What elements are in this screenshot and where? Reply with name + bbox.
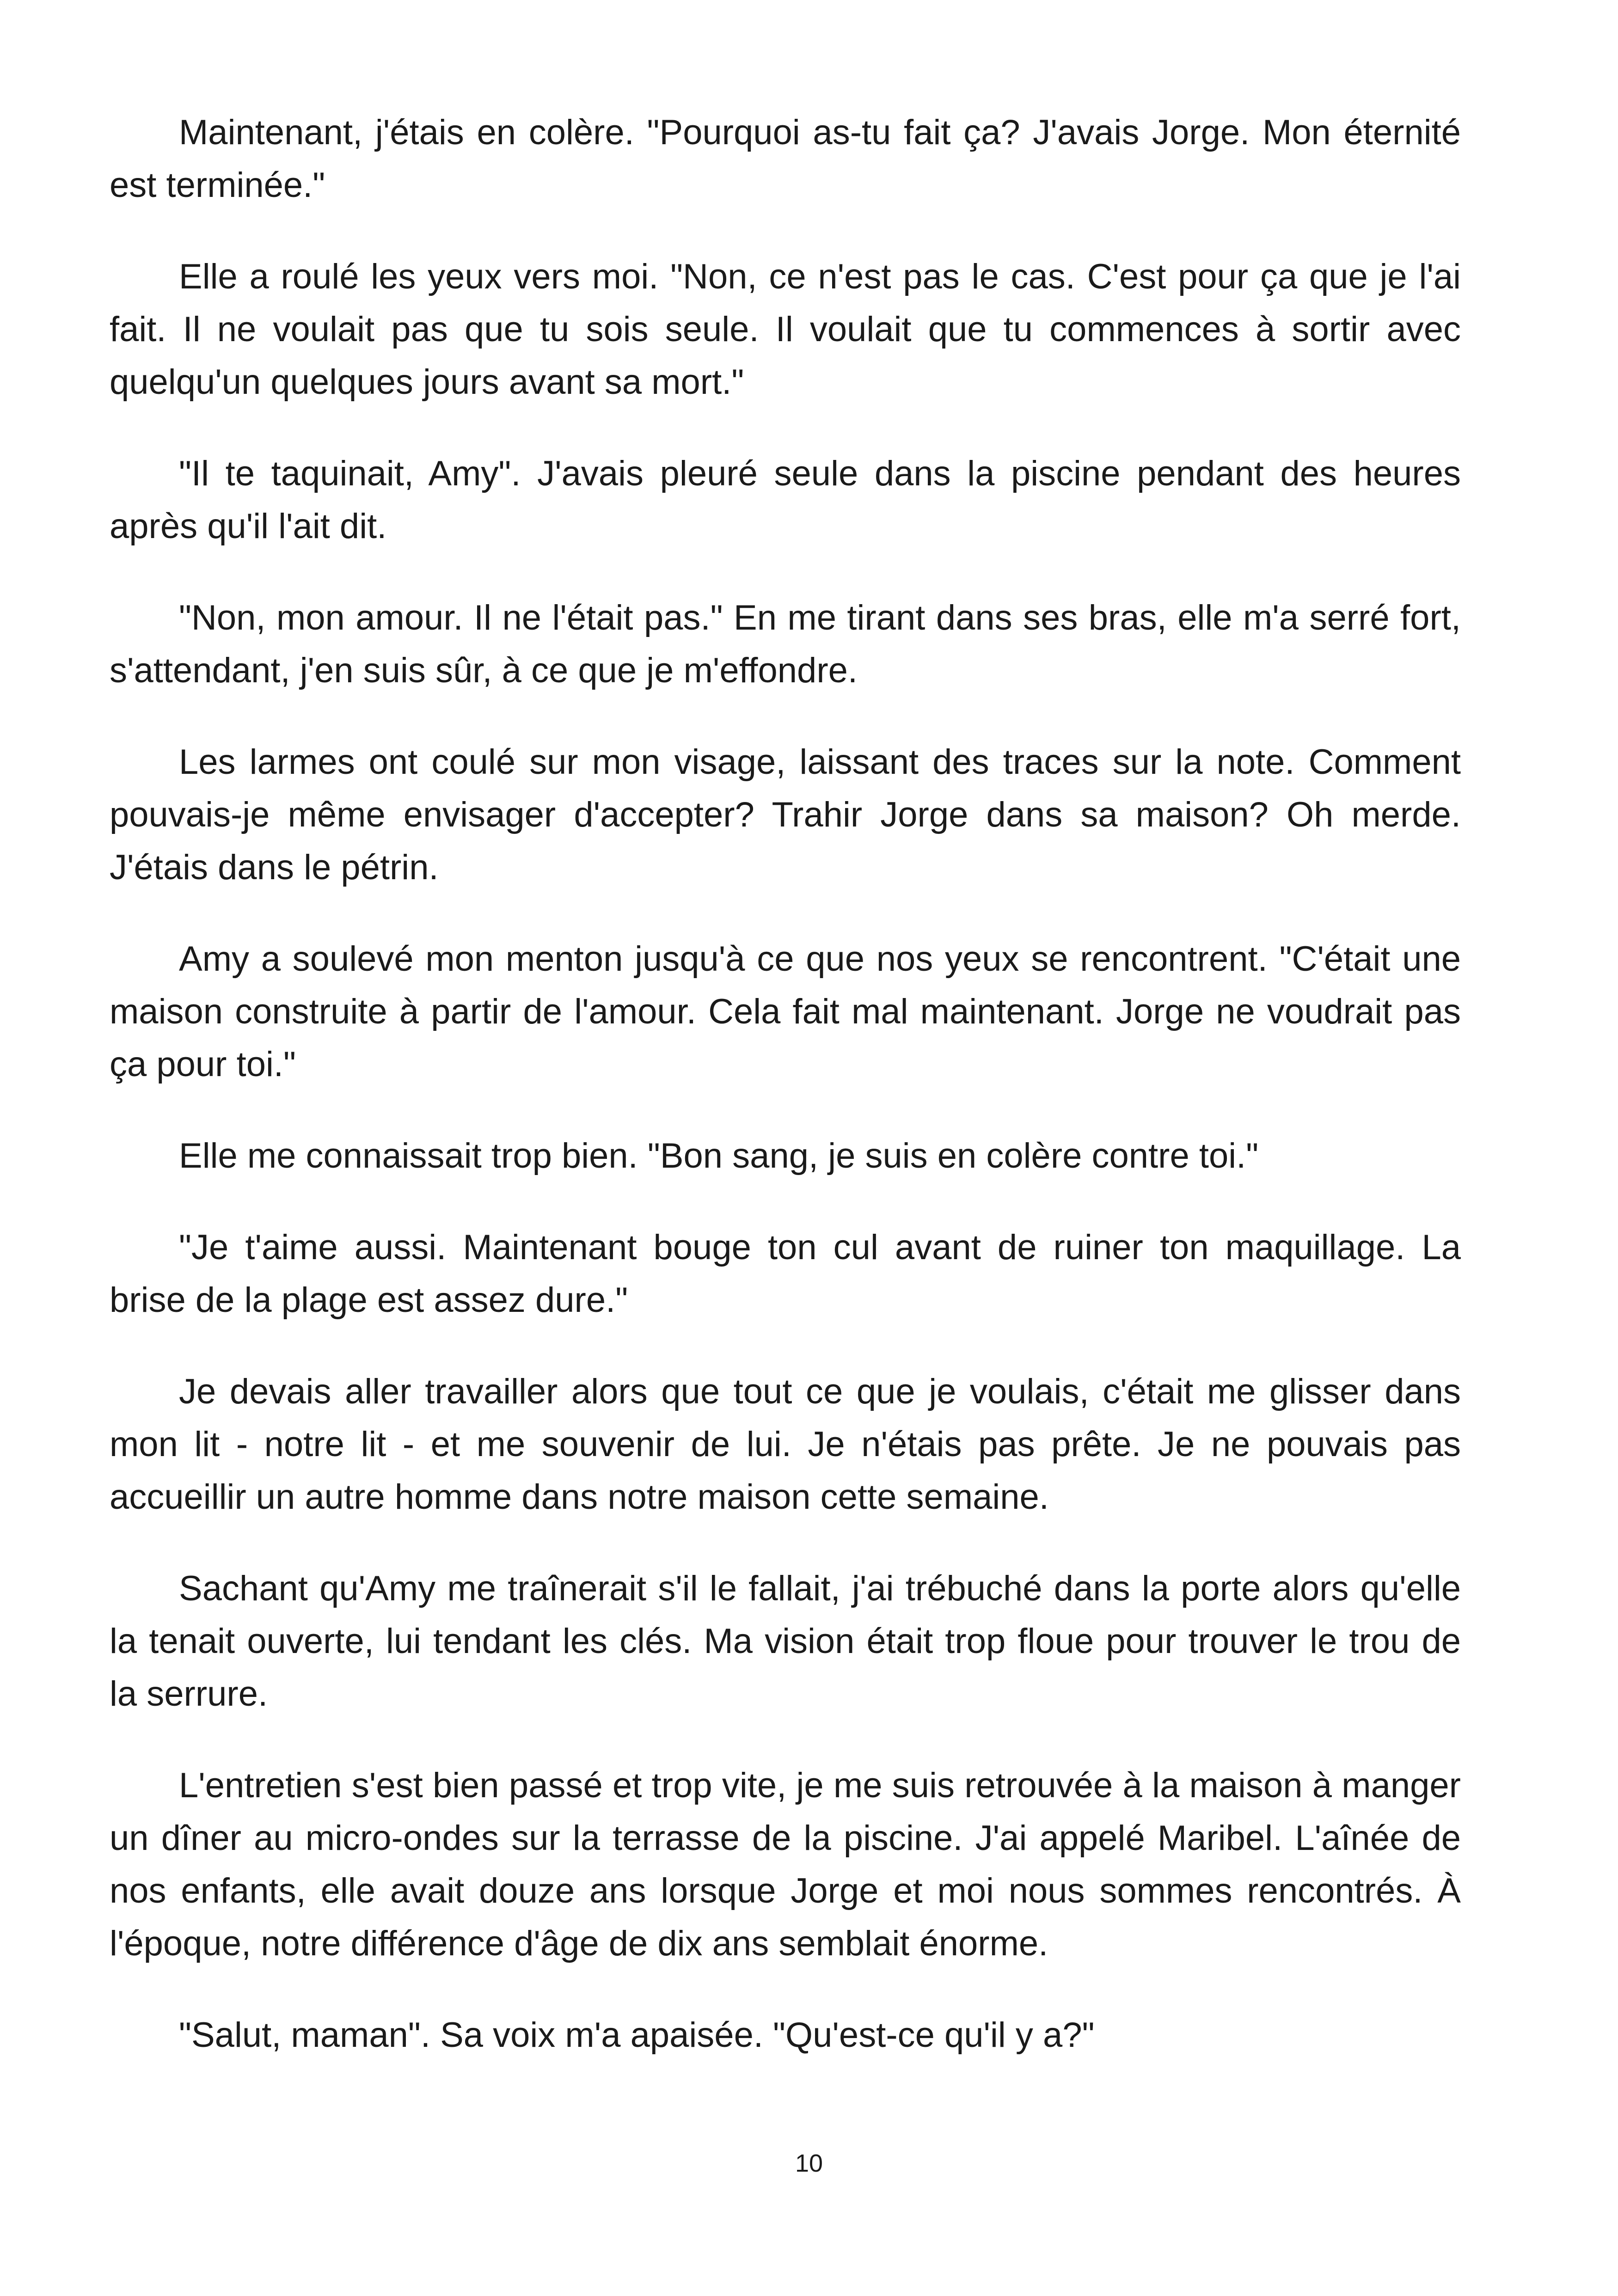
paragraph-6: Amy a soulevé mon menton jusqu'à ce que nos yeux se rencontrent. "C'était une maison construite à partir de l'amour. Cela fait mal maintenant. Jorge ne voudrait pas ça pour toi."	[110, 939, 1461, 1084]
paragraph-8: "Je t'aime aussi. Maintenant bouge ton cul avant de ruiner ton maquillage. La brise de la plage est assez dure."	[110, 1228, 1461, 1320]
paragraph-12: "Salut, maman". Sa voix m'a apaisée. "Qu'est-ce qu'il y a?"	[179, 2015, 1095, 2055]
paragraph-7: Elle me connaissait trop bien. "Bon sang, je suis en colère contre toi."	[179, 1136, 1259, 1176]
paragraph-5: Les larmes ont coulé sur mon visage, laissant des traces sur la note. Comment pouvais-je même envisager d'accepter? Trahir Jorge dans sa maison? Oh merde. J'étais dans le pétrin.	[110, 742, 1461, 887]
paragraph-11: L'entretien s'est bien passé et trop vite, je me suis retrouvée à la maison à manger un dîner au micro-ondes sur la terrasse de la piscine. J'ai appelé Maribel. L'aînée de nos enfants, elle avait douze ans lorsque Jorge et moi nous sommes rencontrés. À l'époque, notre différence d'âge de dix ans semblait énorme.	[110, 1766, 1461, 1963]
paragraph-2: Elle a roulé les yeux vers moi. "Non, ce n'est pas le cas. C'est pour ça que je l'ai fait. Il ne voulait pas que tu sois seule. Il voulait que tu commences à sortir avec quelqu'un quelques jours avant sa mort."	[110, 257, 1461, 402]
body-text	[110, 106, 1461, 2100]
paragraph-10: Sachant qu'Amy me traînerait s'il le fallait, j'ai trébuché dans la porte alors qu'elle la tenait ouverte, lui tendant les clés. Ma vision était trop floue pour trouver le trou de la serrure.	[110, 1569, 1461, 1714]
paragraph-1: Maintenant, j'étais en colère. "Pourquoi as-tu fait ça? J'avais Jorge. Mon éternité est terminée."	[110, 113, 1461, 205]
paragraph-9: Je devais aller travailler alors que tout ce que je voulais, c'était me glisser dans mon lit - notre lit - et me souvenir de lui. Je n'étais pas prête. Je ne pouvais pas accueillir un autre homme dans notre maison cette semaine.	[110, 1372, 1461, 1517]
page-number: 10	[795, 2149, 823, 2177]
paragraph-3: "Il te taquinait, Amy". J'avais pleuré seule dans la piscine pendant des heures après qu'il l'ait dit.	[110, 454, 1461, 546]
paragraph-4: "Non, mon amour. Il ne l'était pas." En me tirant dans ses bras, elle m'a serré fort, s'attendant, j'en suis sûr, à ce que je m'effondre.	[110, 598, 1461, 690]
